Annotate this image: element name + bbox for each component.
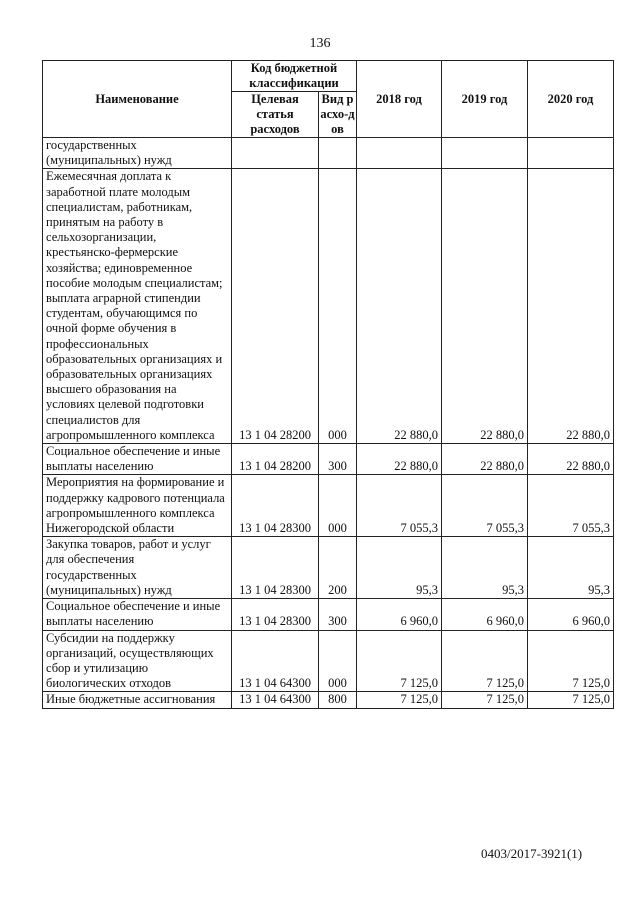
row-target-article-cell: 13 1 04 28300 [232, 537, 319, 599]
row-target-article-cell: 13 1 04 28300 [232, 599, 319, 630]
row-value-2018-cell: 22 880,0 [357, 169, 442, 444]
row-expense-type-cell [319, 138, 357, 169]
row-value-2019-cell: 22 880,0 [442, 444, 528, 475]
row-name-cell: государственных (муниципальных) нужд [43, 138, 232, 169]
table-row [43, 444, 614, 475]
row-value-2018-cell: 7 125,0 [357, 692, 442, 708]
row-target-article-cell: 13 1 04 28200 [232, 444, 319, 475]
row-expense-type-cell: 300 [319, 599, 357, 630]
row-value-2018-cell: 95,3 [357, 537, 442, 599]
table-row [43, 169, 614, 444]
row-expense-type-cell: 000 [319, 475, 357, 537]
row-value-2019-cell: 7 125,0 [442, 692, 528, 708]
table-row [43, 692, 614, 708]
table-row [43, 475, 614, 537]
row-value-2020-cell: 7 055,3 [528, 475, 614, 537]
row-name-cell: Субсидии на поддержку организаций, осуществляющих сбор и утилизацию биологических отходов [43, 630, 232, 692]
row-value-2020-cell: 22 880,0 [528, 444, 614, 475]
row-expense-type-cell: 300 [319, 444, 357, 475]
header-year-2019: 2019 год [442, 61, 528, 138]
header-year-2018: 2018 год [357, 61, 442, 138]
header-year-2020: 2020 год [528, 61, 614, 138]
row-value-2018-cell: 7 055,3 [357, 475, 442, 537]
row-name-cell: Иные бюджетные ассигнования [43, 692, 232, 708]
row-target-article-cell [232, 138, 319, 169]
row-target-article-cell: 13 1 04 28300 [232, 475, 319, 537]
budget-table [42, 60, 614, 709]
row-value-2020-cell: 22 880,0 [528, 169, 614, 444]
row-value-2019-cell: 95,3 [442, 537, 528, 599]
row-value-2020-cell: 6 960,0 [528, 599, 614, 630]
row-value-2020-cell: 7 125,0 [528, 630, 614, 692]
page-number: 136 [309, 36, 331, 51]
row-name-cell: Закупка товаров, работ и услуг для обеспечения государственных (муниципальных) нужд [43, 537, 232, 599]
row-value-2019-cell: 7 055,3 [442, 475, 528, 537]
row-value-2018-cell: 22 880,0 [357, 444, 442, 475]
table-row [43, 138, 614, 169]
row-value-2018-cell: 7 125,0 [357, 630, 442, 692]
row-name-cell: Мероприятия на формирование и поддержку кадрового потенциала агропромышленного комплекса Нижегородской области [43, 475, 232, 537]
header-budget-code-group: Код бюджетной классификации [232, 61, 357, 92]
table-row [43, 599, 614, 630]
header-name: Наименование [43, 61, 232, 138]
row-expense-type-cell: 200 [319, 537, 357, 599]
row-name-cell: Ежемесячная доплата к заработной плате молодым специалистам, работникам, принятым на работу в сельхозорганизации, крестьянско-фермерские хозяйства; единовременное пособие молодым специалистам; выплата аграрной стипендии студентам, обучающимся по очной форме обучения в профессиональных образовательных организациях и образовательных организациях высшего образования на условиях целевой подготовки специалистов для агропромышленного комплекса [43, 169, 232, 444]
footer-document-code: 0403/2017-3921(1) [481, 846, 583, 861]
row-value-2018-cell: 6 960,0 [357, 599, 442, 630]
row-expense-type-cell: 800 [319, 692, 357, 708]
row-value-2019-cell: 6 960,0 [442, 599, 528, 630]
row-target-article-cell: 13 1 04 64300 [232, 692, 319, 708]
row-expense-type-cell: 000 [319, 169, 357, 444]
row-value-2020-cell: 7 125,0 [528, 692, 614, 708]
row-value-2020-cell: 95,3 [528, 537, 614, 599]
row-value-2019-cell: 7 125,0 [442, 630, 528, 692]
row-value-2018-cell [357, 138, 442, 169]
row-value-2019-cell: 22 880,0 [442, 169, 528, 444]
row-value-2019-cell [442, 138, 528, 169]
header-row-top [43, 61, 614, 92]
row-expense-type-cell: 000 [319, 630, 357, 692]
table-row [43, 537, 614, 599]
row-value-2020-cell [528, 138, 614, 169]
row-name-cell: Социальное обеспечение и иные выплаты населению [43, 444, 232, 475]
row-target-article-cell: 13 1 04 28200 [232, 169, 319, 444]
table-row [43, 630, 614, 692]
row-target-article-cell: 13 1 04 64300 [232, 630, 319, 692]
row-name-cell: Социальное обеспечение и иные выплаты населению [43, 599, 232, 630]
header-target-article: Целевая статья расходов [232, 92, 319, 138]
header-expense-type: Вид расхо-дов [320, 92, 355, 136]
